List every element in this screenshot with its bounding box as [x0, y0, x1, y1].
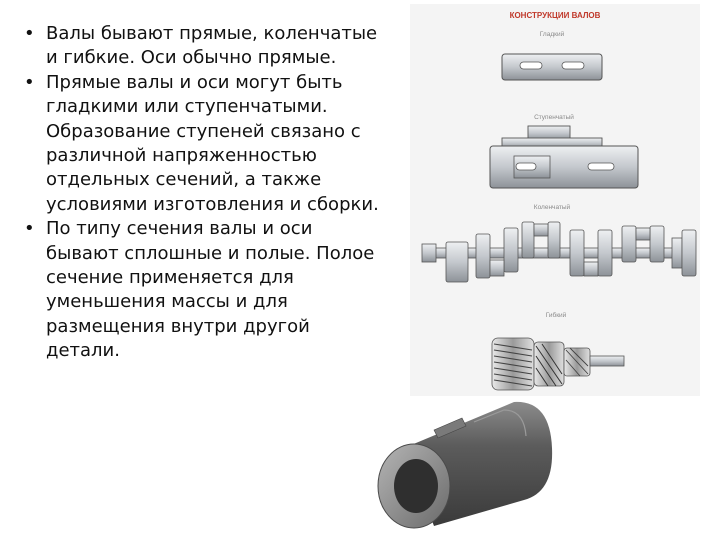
- shaft-types-svg: [410, 4, 700, 396]
- bullet-item: [24, 22, 379, 71]
- bullet-text-1: Валы бывают прямые, коленчатые и гибкие. Оси обычно прямые.: [46, 23, 378, 69]
- hollow-shaft-bore: [394, 459, 438, 513]
- hollow-shaft-svg: [374, 396, 562, 532]
- figure-title: КОНСТРУКЦИИ ВАЛОВ: [509, 11, 601, 20]
- bullet-text-2: Прямые валы и оси могут быть гладкими или ступенчатыми. Образование ступеней связано с различной напряженностью отдельных сечений, а также условиями изготовления и сборки.: [46, 71, 379, 215]
- bullet-dot: •: [24, 71, 35, 93]
- smooth-shaft: [502, 54, 602, 80]
- bullet-item: [24, 217, 379, 363]
- label-flexible: Гибкий: [545, 312, 567, 319]
- label-crank: Коленчатый: [533, 204, 571, 211]
- shaft-types-figure: [410, 4, 700, 396]
- bullet-item: [24, 71, 379, 217]
- label-stepped: Ступенчатый: [534, 114, 574, 121]
- bullet-text-3: По типу сечения валы и оси бывают сплошные и полые. Полое сечение применяется для уменьшения массы и для размещения внутри другой детали.: [46, 218, 375, 362]
- label-smooth: Гладкий: [539, 31, 565, 38]
- bullet-list: [24, 22, 379, 364]
- hollow-shaft-image: [374, 396, 562, 532]
- bullet-dot: •: [24, 218, 35, 240]
- bullet-dot: •: [24, 23, 35, 44]
